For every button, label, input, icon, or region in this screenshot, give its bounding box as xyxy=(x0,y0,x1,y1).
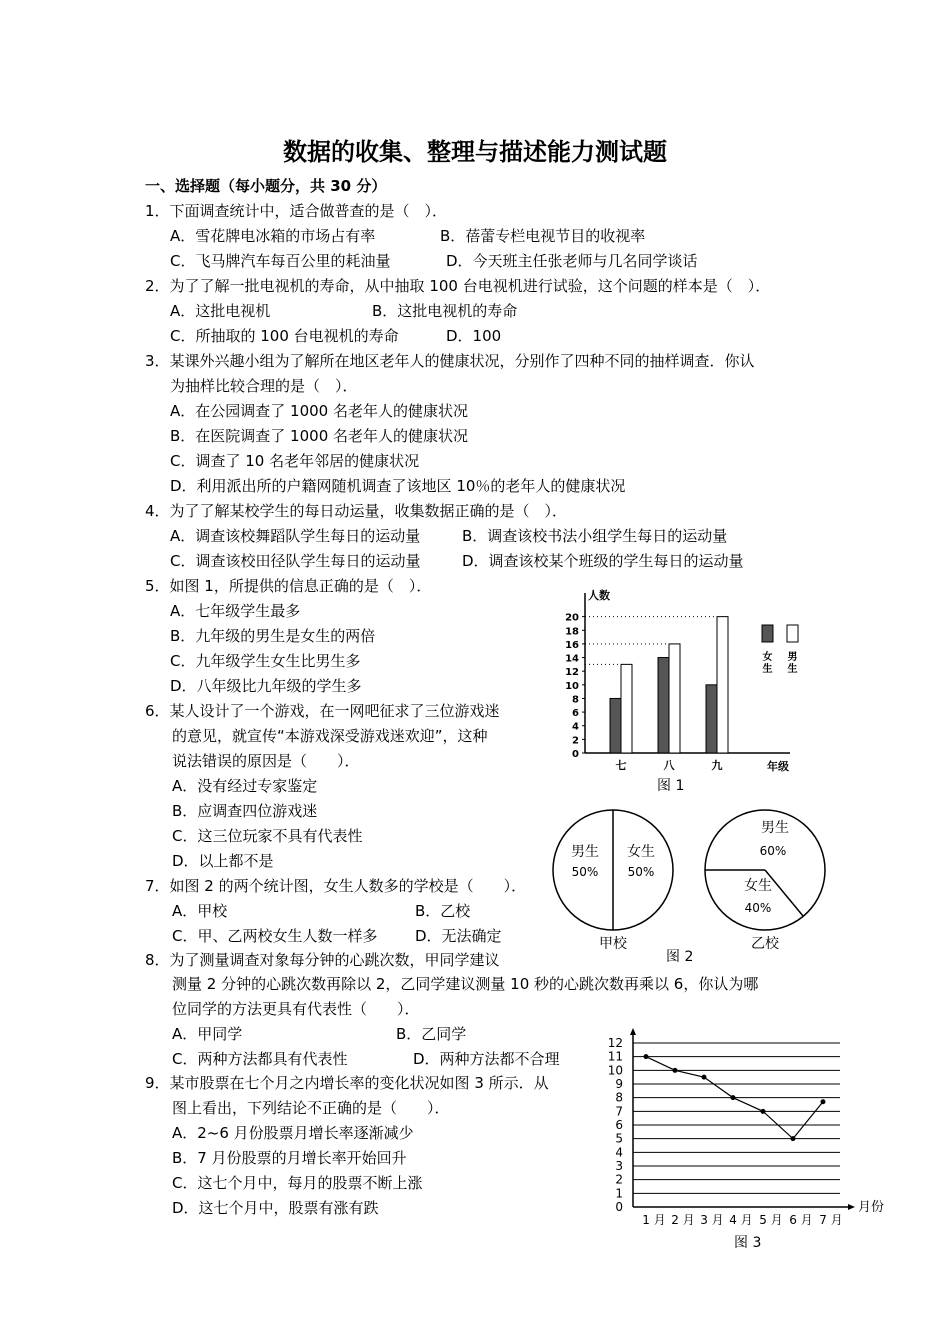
page-title: 数据的收集、整理与描述能力测试题 xyxy=(283,138,667,166)
q2-option-a: A．这批电视机 xyxy=(170,302,271,320)
bar-女生-八 xyxy=(658,658,669,753)
y-tick-label: 16 xyxy=(565,639,579,651)
q6-stem-line3: 说法错误的原因是（ ）． xyxy=(172,752,360,770)
section-heading: 一、选择题（每小题分，共 30 分） xyxy=(145,177,387,195)
y-tick-label: 7 xyxy=(615,1104,623,1119)
data-point-1 月 xyxy=(644,1054,649,1059)
q7-option-c: C．甲、乙两校女生人数一样多 xyxy=(172,927,378,945)
q3-stem-line2: 为抽样比较合理的是（ ）． xyxy=(170,377,358,395)
q6-option-d: D．以上都不是 xyxy=(172,852,274,870)
figure-1-bar-chart xyxy=(555,585,815,775)
slice-label: 女生 xyxy=(627,844,655,860)
q7-option-b: B．乙校 xyxy=(415,902,471,920)
q8-option-c: C．两种方法都具有代表性 xyxy=(172,1050,348,1068)
q4-option-c: C．调查该校田径队学生每日的运动量 xyxy=(170,552,421,570)
y-axis-arrow xyxy=(630,1028,636,1035)
q5-option-a: A．七年级学生最多 xyxy=(170,602,301,620)
y-tick-label: 11 xyxy=(607,1049,623,1064)
x-axis-label: 月份 xyxy=(858,1200,885,1215)
x-tick-label: 八 xyxy=(663,759,675,772)
y-tick-label: 1 xyxy=(615,1186,623,1201)
y-tick-label: 14 xyxy=(565,653,579,665)
x-axis-label: 年级 xyxy=(767,760,789,773)
x-tick-label: 7 月 xyxy=(819,1213,843,1227)
data-point-7 月 xyxy=(821,1099,826,1104)
y-tick-label: 12 xyxy=(565,667,579,679)
figure-3-line-chart xyxy=(605,1025,895,1235)
legend-swatch-男生 xyxy=(787,625,798,642)
legend-label-女生: 生 xyxy=(762,664,773,675)
y-tick-label: 6 xyxy=(572,708,579,720)
figure-2-caption: 图 2 xyxy=(666,949,694,965)
q4-option-b: B．调查该校书法小组学生每日的运动量 xyxy=(462,527,728,545)
q7-option-d: D．无法确定 xyxy=(415,927,502,945)
q9-option-c: C．这七个月中，每月的股票不断上涨 xyxy=(172,1174,423,1192)
pie-title: 甲校 xyxy=(599,936,627,950)
q6-stem-line2: 的意见，就宣传“本游戏深受游戏迷欢迎”，这种 xyxy=(172,727,488,745)
q8-stem-line3: 位同学的方法更具有代表性（ ）． xyxy=(172,1000,420,1018)
data-point-6 月 xyxy=(791,1136,796,1141)
x-tick-label: 2 月 xyxy=(671,1213,695,1227)
q3-stem-line1: 3．某课外兴趣小组为了解所在地区老年人的健康状况，分别作了四种不同的抽样调查．你认 xyxy=(145,352,755,370)
y-tick-label: 8 xyxy=(572,694,579,706)
x-axis-arrow xyxy=(848,1204,855,1210)
legend-label-女生: 女 xyxy=(762,652,773,663)
q6-stem-line1: 6．某人设计了一个游戏，在一网吧征求了三位游戏迷 xyxy=(145,702,500,720)
q9-option-b: B．7 月份股票的月增长率开始回升 xyxy=(172,1149,407,1167)
q1-option-d: D．今天班主任张老师与几名同学谈话 xyxy=(446,252,698,270)
q8-option-b: B．乙同学 xyxy=(396,1025,467,1043)
y-tick-label: 18 xyxy=(565,626,579,638)
y-tick-label: 8 xyxy=(615,1090,623,1105)
y-tick-label: 0 xyxy=(572,749,579,760)
x-tick-label: 九 xyxy=(711,759,723,772)
y-tick-label: 4 xyxy=(615,1145,623,1160)
q1-stem: 1．下面调查统计中，适合做普查的是（ ）． xyxy=(145,202,448,220)
q1-option-b: B．蓓蕾专栏电视节目的收视率 xyxy=(440,227,646,245)
y-tick-label: 6 xyxy=(615,1118,623,1132)
slice-label: 男生 xyxy=(761,820,789,836)
slice-label: 女生 xyxy=(744,878,772,894)
y-tick-label: 4 xyxy=(572,721,579,733)
q2-option-c: C．所抽取的 100 台电视机的寿命 xyxy=(170,327,399,345)
slice-pct: 60% xyxy=(759,844,787,858)
q5-option-b: B．九年级的男生是女生的两倍 xyxy=(170,627,376,645)
figure-2-pie-charts xyxy=(545,800,835,950)
x-tick-label: 4 月 xyxy=(729,1213,753,1227)
y-tick-label: 2 xyxy=(615,1172,623,1187)
q3-option-d: D．利用派出所的户籍网随机调查了该地区 10％的老年人的健康状况 xyxy=(170,477,626,495)
q2-option-b: B．这批电视机的寿命 xyxy=(372,302,518,320)
q5-option-c: C．九年级学生女生比男生多 xyxy=(170,652,361,670)
q1-option-a: A．雪花牌电冰箱的市场占有率 xyxy=(170,227,376,245)
x-tick-label: 1 月 xyxy=(642,1213,666,1227)
slice-pct: 40% xyxy=(744,901,772,915)
bar-男生-九 xyxy=(717,617,728,753)
y-tick-label: 9 xyxy=(615,1077,623,1091)
bar-男生-八 xyxy=(669,644,680,753)
bar-女生-九 xyxy=(706,685,717,753)
q3-option-a: A．在公园调查了 1000 名老年人的健康状况 xyxy=(170,402,468,420)
q8-stem-line1: 8．为了测量调查对象每分钟的心跳次数，甲同学建议 xyxy=(145,951,500,969)
x-tick-label: 5 月 xyxy=(759,1213,783,1227)
q5-option-d: D．八年级比九年级的学生多 xyxy=(170,677,362,695)
y-tick-label: 0 xyxy=(615,1200,623,1214)
q3-option-c: C．调查了 10 名老年邻居的健康状况 xyxy=(170,452,420,470)
q9-stem-line1: 9．某市股票在七个月之内增长率的变化状况如图 3 所示．从 xyxy=(145,1074,549,1092)
data-point-5 月 xyxy=(761,1109,766,1114)
data-point-3 月 xyxy=(702,1075,707,1080)
q6-option-b: B．应调查四位游戏迷 xyxy=(172,802,318,820)
q9-stem-line2: 图上看出，下列结论不正确的是（ ）． xyxy=(172,1099,450,1117)
q5-stem: 5．如图 1，所提供的信息正确的是（ ）． xyxy=(145,577,432,595)
y-axis-label: 人数 xyxy=(588,589,610,602)
slice-label: 男生 xyxy=(571,844,599,860)
slice-pct: 50% xyxy=(571,865,599,879)
q6-option-c: C．这三位玩家不具有代表性 xyxy=(172,827,363,845)
q8-option-d: D．两种方法都不合理 xyxy=(413,1050,560,1068)
q2-option-d: D．100 xyxy=(446,327,502,345)
y-tick-label: 3 xyxy=(615,1159,623,1173)
q4-option-d: D．调查该校某个班级的学生每日的运动量 xyxy=(462,552,744,570)
y-tick-label: 10 xyxy=(565,680,579,692)
q9-option-d: D．这七个月中，股票有涨有跌 xyxy=(172,1199,379,1217)
q2-stem: 2．为了了解一批电视机的寿命，从中抽取 100 台电视机进行试验，这个问题的样本是（ ）． xyxy=(145,277,771,295)
q7-option-a: A．甲校 xyxy=(172,902,228,920)
figure-1-caption: 图 1 xyxy=(657,778,685,794)
q4-stem: 4．为了了解某校学生的每日动运量，收集数据正确的是（ ）． xyxy=(145,502,568,520)
x-tick-label: 七 xyxy=(615,759,627,772)
q4-option-a: A．调查该校舞蹈队学生每日的运动量 xyxy=(170,527,421,545)
q7-stem: 7．如图 2 的两个统计图，女生人数多的学校是（ ）． xyxy=(145,877,527,895)
q8-stem-line2: 测量 2 分钟的心跳次数再除以 2，乙同学建议测量 10 秒的心跳次数再乘以 6，你认为哪 xyxy=(172,975,759,993)
legend-label-男生: 男 xyxy=(787,652,798,663)
data-point-2 月 xyxy=(673,1068,678,1073)
q8-option-a: A．甲同学 xyxy=(172,1025,243,1043)
q9-option-a: A．2~6 月份股票月增长率逐渐减少 xyxy=(172,1124,414,1142)
slice-pct: 50% xyxy=(627,865,655,879)
data-point-4 月 xyxy=(731,1095,736,1100)
legend-label-男生: 生 xyxy=(787,664,798,675)
y-tick-label: 12 xyxy=(607,1036,623,1050)
y-tick-label: 2 xyxy=(572,735,579,747)
q6-option-a: A．没有经过专家鉴定 xyxy=(172,777,318,795)
y-tick-label: 5 xyxy=(615,1131,623,1146)
figure-3-caption: 图 3 xyxy=(734,1235,762,1251)
legend-swatch-女生 xyxy=(762,625,773,642)
y-tick-label: 20 xyxy=(565,612,579,624)
bar-女生-七 xyxy=(610,698,621,753)
pie-title: 乙校 xyxy=(751,936,779,950)
x-tick-label: 6 月 xyxy=(789,1213,813,1227)
q3-option-b: B．在医院调查了 1000 名老年人的健康状况 xyxy=(170,427,469,445)
bar-男生-七 xyxy=(621,664,632,753)
q1-option-c: C．飞马牌汽车每百公里的耗油量 xyxy=(170,252,391,270)
y-tick-label: 10 xyxy=(607,1063,623,1078)
x-tick-label: 3 月 xyxy=(700,1213,724,1227)
